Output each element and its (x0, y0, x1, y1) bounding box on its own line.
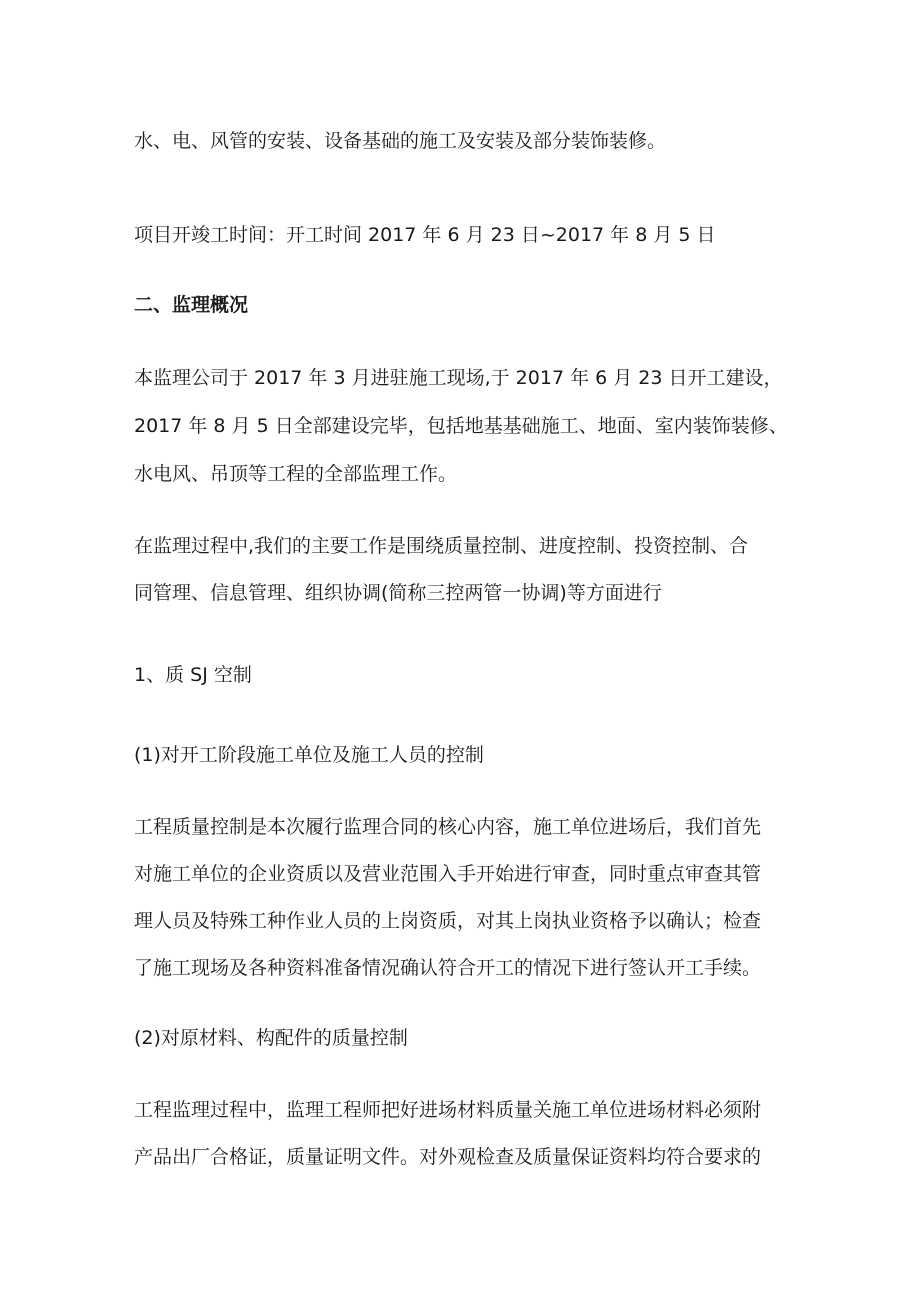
paragraph-line: 水电风、吊顶等工程的全部监理工作。 (134, 463, 458, 485)
paragraph-line: 工程监理过程中，监理工程师把好进场材料质量关施工单位进场材料必须附 (134, 1099, 762, 1121)
paragraph-line: 2017 年 8 月 5 日全部建设完毕，包括地基基础施工、地面、室内装饰装修、 (134, 415, 788, 437)
paragraph-line: 在监理过程中,我们的主要工作是围绕质量控制、进度控制、投资控制、合 (134, 535, 749, 557)
subsection-heading: (1)对开工阶段施工单位及施工人员的控制 (134, 744, 484, 766)
project-time-line: 项目开竣工时间：开工时间 2017 年 6 月 23 日~2017 年 8 月 5 日 (134, 224, 716, 246)
subsection-heading: (2)对原材料、构配件的质量控制 (134, 1027, 408, 1049)
section-heading: 二、监理概况 (134, 294, 249, 316)
paragraph-line: 水、电、风管的安装、设备基础的施工及安装及部分装饰装修。 (134, 130, 667, 152)
paragraph-line: 产品出厂合格证，质量证明文件。对外观检查及质量保证资料均符合要求的 (134, 1146, 762, 1168)
paragraph-line: 了施工现场及各种资料准备情况确认符合开工的情况下进行签认开工手续。 (134, 957, 762, 979)
subsection-heading: 1、质 SJ 空制 (134, 664, 252, 686)
paragraph-line: 本监理公司于 2017 年 3 月进驻施工现场,于 2017 年 6 月 23 日开工建设， (134, 367, 783, 389)
paragraph-line: 对施工单位的企业资质以及营业范围入手开始进行审查，同时重点审查其管 (134, 863, 762, 885)
paragraph-line: 理人员及特殊工种作业人员的上岗资质，对其上岗执业资格予以确认；检查 (134, 910, 762, 932)
paragraph-line: 工程质量控制是本次履行监理合同的核心内容，施工单位进场后，我们首先 (134, 816, 762, 838)
paragraph-line: 同管理、信息管理、组织协调(简称三控两管一协调)等方面进行 (134, 582, 662, 604)
